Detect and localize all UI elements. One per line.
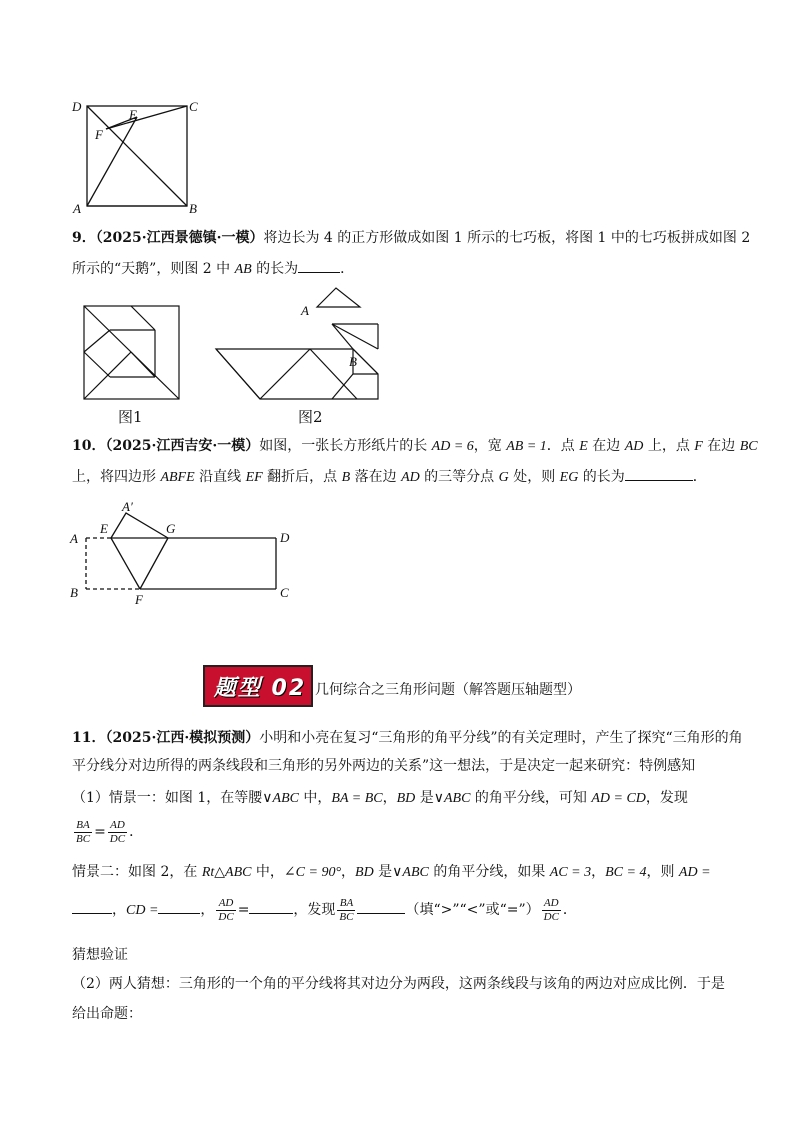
q10-l2c: 翻折后，点 [262,469,342,485]
tangram-figures [70,282,400,432]
q10-g: G [498,470,509,485]
q11-situation2 [72,862,732,883]
q10-line2 [72,466,732,488]
fig1-caption: 图1 [118,408,143,426]
q9-text1: 将边长为 4 的正方形做成如图 1 所示的七巧板，将图 1 中的七巧板拼成如图 2 [263,230,751,246]
q11-bc4: BC = 4 [605,865,647,880]
q11-tri1: ∨ABC [262,791,299,806]
ratio-answer-blank[interactable] [249,899,293,914]
q11-s3a: ，发现 [293,902,336,918]
q9-source: （2025·江西景德镇·一模） [95,230,264,246]
q10-e: E [579,439,588,454]
q9-text2a: 所示的“天鹅”，则图 2 中 [72,261,235,277]
equals-sign: = [237,902,250,918]
q10-ad2: AD [401,470,420,485]
frac-den: DC [543,910,559,923]
q10-ef: EF [245,470,263,485]
q9-line1 [72,228,751,248]
period: ． [562,902,577,918]
fold-label-B: B [70,585,78,600]
frac-den: DC [218,910,234,923]
q11-situation1 [72,788,732,809]
q10-f: F [694,439,703,454]
q11-s3b: （填“>”“<”或“=”） [405,902,540,918]
square-figure [70,95,210,220]
q9-ab: AB [234,262,252,277]
q10-l2e: 的三等分点 [419,469,499,485]
frac-den: DC [109,832,126,845]
frac-num: BA [74,819,92,833]
q10-t3: ．点 [546,438,580,454]
q10-l2g: 的长为 [578,469,625,485]
q10-eg: EG [559,470,579,485]
section-banner [203,665,313,707]
q11-tri3: ∨ABC [392,865,429,880]
q11-line2: 平分线分对边所得的两条线段和三角形的另外两边的关系”这一想法，于是决定一起来研究：特例感知 [72,758,696,774]
equals-sign: = [94,824,106,840]
fraction-ba-bc [74,819,92,846]
q10-b: B [341,470,351,485]
q11-s2e: 的角平分线，如果 [428,864,550,880]
q9-answer-blank[interactable] [298,258,340,273]
q10-bc: BC [739,439,758,454]
q10-number: 10． [72,438,106,454]
q10-ad6: AD = 6 [431,439,474,454]
q9-text2b: 的长为 [251,261,299,277]
q10-l2d: 落在边 [350,469,402,485]
q11-s2f: ， [591,864,606,880]
fold-label-G: G [166,521,176,536]
q11-bd2: BD [355,865,374,880]
q11-guess-heading: 猜想验证 [72,947,128,963]
q11-s1e: 的角平分线，可知 [470,790,592,806]
q10-abfe: ABFE [160,470,195,485]
q9-line2 [72,258,732,280]
q11-s2b: 中， [251,864,284,880]
q10-answer-blank[interactable] [625,466,693,481]
q11-line1 [72,728,743,748]
q10-ad: AD [624,439,644,454]
q10-ab1: AB = 1 [506,439,547,454]
q11-s2a: 情景二：如图 2，在 [72,864,202,880]
q11-number: 11． [72,730,106,746]
fraction-ad-dc [108,819,127,846]
frac-num: AD [542,897,561,911]
q11-guess-line2: 给出命题： [72,1006,142,1022]
q11-s1c: ， [382,790,397,806]
q11-babc: BA = BC [331,791,383,806]
fold-figure [68,493,308,608]
q11-rt: Rt△ABC [201,865,252,880]
section-banner-label: 题型 02 [213,676,307,701]
q11-adcd: AD = CD [591,791,646,806]
q11-cdeq: CD = [126,903,159,918]
q10-t2: ，宽 [473,438,507,454]
q11-bd: BD [396,791,416,806]
q9-number: 9． [72,230,96,246]
swan-label-A: A [301,303,309,318]
section-title: 几何综合之三角形问题（解答题压轴题型） [315,682,581,698]
q11-tri2: ∨ABC [433,791,471,806]
q11-situation2-answers [72,893,732,928]
q11-s2d: 是 [373,864,393,880]
q11-s2c: ， [341,864,356,880]
label-C: C [189,99,198,114]
fold-label-Ap: A′ [122,499,133,514]
compare-answer-blank[interactable] [357,899,405,914]
q11-source: （2025·江西·模拟预测） [105,730,260,746]
q9-end: ． [340,261,355,277]
cd-answer-blank[interactable] [158,899,200,914]
ad-answer-blank[interactable] [72,899,112,914]
swan-label-B: B [349,354,357,369]
frac-num: AD [108,819,127,833]
fold-label-A: A [70,531,78,546]
q11-s1f: ，发现 [645,790,688,806]
fold-label-C: C [280,585,289,600]
label-F: F [95,127,103,142]
q10-l2f: 处，则 [508,469,560,485]
q10-t5: 上，点 [643,438,695,454]
q11-s1a: （1）情景一：如图 1，在等腰 [72,790,263,806]
q10-end: ． [692,469,707,485]
q11-s1b: 中， [298,790,332,806]
q10-t4: 在边 [587,438,625,454]
q10-source: （2025·江西吉安·一模） [105,438,260,454]
fold-label-D: D [280,530,290,545]
q10-line1 [72,436,758,457]
q11-fraction-line [72,817,732,847]
frac-den: BC [339,910,354,923]
frac-num: BA [337,897,355,911]
q10-t6: 在边 [702,438,740,454]
q11-adeq: AD = [678,865,711,880]
comma: ， [112,902,126,918]
q10-t1: 如图，一张长方形纸片的长 [259,438,432,454]
fraction-ad-dc-2 [216,897,235,924]
q11-l1: 小明和小亮在复习“三角形的角平分线”的有关定理时，产生了探究“三角形的角 [259,730,743,746]
period: ． [129,824,144,840]
q11-ac3: AC = 3 [549,865,592,880]
fig2-caption: 图2 [298,408,323,426]
q11-angc: ∠C = 90° [283,865,342,880]
label-A: A [73,201,81,216]
fraction-ba-bc-2 [337,897,355,924]
q11-guess-line1: （2）两人猜想：三角形的一个角的平分线将其对边分为两段，这两条线段与该角的两边对应成比例．于是 [72,976,725,992]
q10-l2a: 上，将四边形 [72,469,161,485]
comma: ， [200,902,215,918]
label-D: D [72,99,82,114]
fraction-ad-dc-3 [542,897,561,924]
label-E: E [129,107,137,122]
fold-label-E: E [100,521,108,536]
label-B: B [189,201,197,216]
q11-s2g: ，则 [646,864,679,880]
q11-s1d: 是 [415,790,434,806]
fold-label-F: F [135,592,143,607]
frac-num: AD [216,897,235,911]
q10-l2b: 沿直线 [194,469,246,485]
frac-den: BC [76,832,91,845]
